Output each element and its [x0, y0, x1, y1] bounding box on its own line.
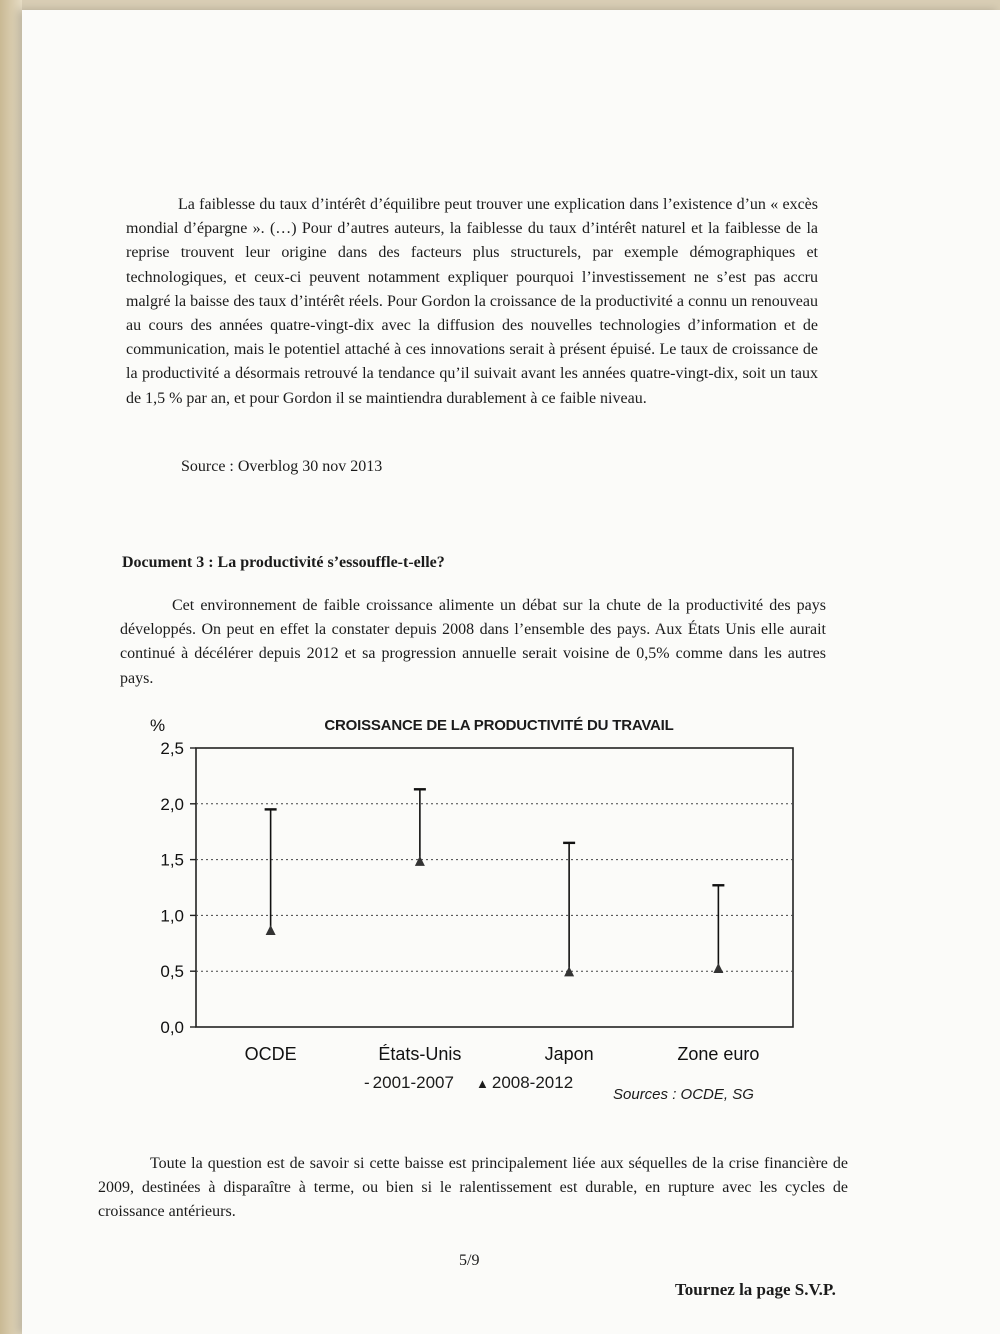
document-3-heading: Document 3 : La productivité s’essouffle-t-elle?: [122, 554, 445, 571]
source-line: Source : Overblog 30 nov 2013: [181, 458, 383, 475]
turn-page-note: Tournez la page S.V.P.: [675, 1280, 836, 1299]
triangle-marker-2008-2012: [713, 963, 723, 973]
y-axis-label: %: [150, 716, 166, 735]
chart-source: Sources : OCDE, SG: [613, 1086, 754, 1103]
paragraph-3: Toute la question est de savoir si cette baisse est principalement liée aux séquelles de la crise financière de 2009, destinées à disparaître à terme, ou bien si le ralentissement est durable, en rupture avec les cycles de croissance antérieurs.: [98, 1155, 848, 1221]
x-category-label: Japon: [544, 1044, 594, 1064]
y-tick-label: 1,5: [160, 850, 184, 870]
x-category-label: États-Unis: [378, 1044, 462, 1064]
legend-label: 2008-2012: [491, 1073, 574, 1092]
chart-title: CROISSANCE DE LA PRODUCTIVITÉ DU TRAVAIL: [324, 717, 674, 734]
y-tick-label: 2,0: [160, 794, 184, 814]
page-number: 5/9: [459, 1252, 480, 1269]
y-tick-label: 1,0: [160, 906, 184, 926]
paragraph-2: Cet environnement de faible croissance alimente un débat sur la chute de la productivité des pays développés. On peut en effet la constater depuis 2008 dans l’ensemble des pays. Aux États Unis elle aurait continué à décélérer depuis 2012 et sa progression annuelle serait voisine de 0,5% comme dans les autres pays.: [120, 597, 826, 687]
y-tick-label: 0,5: [160, 962, 184, 982]
chart-legend: [364, 1073, 573, 1093]
paragraph-1: La faiblesse du taux d’intérêt d’équilibre peut trouver une explication dans l’existence d’un « excès mondial d’épargne ». (…) Pour d’autres auteurs, la faiblesse du taux d’intérêt naturel et la faiblesse de la reprise trouvent leur origine dans des facteurs plus structurels, par exemple démographiques et technologiques, et ceux-ci peuvent notamment expliquer pourquoi l’investissement ne s’est pas accru malgré la baisse des taux d’intérêt réels. Pour Gordon la croissance de la productivité a connu un renouveau au cours des années quatre-vingt-dix avec la diffusion des nouvelles technologies d’information et de communication, mais le potentiel attaché à ces innovations serait à présent épuisé. Le taux de croissance de la productivité a désormais retrouvé la tendance qu’il suivait avant les années quatre-vingt-dix, soit un taux de 1,5 % par an, et pour Gordon il se maintiendra durablement à ce faible niveau.: [126, 196, 818, 407]
dash-marker-icon: -: [364, 1073, 370, 1092]
triangle-marker-icon: ▲: [475, 1075, 489, 1091]
legend-item-2008-2012: [476, 1073, 573, 1093]
x-category-label: OCDE: [244, 1044, 297, 1064]
y-tick-label: 0,0: [160, 1018, 184, 1037]
triangle-marker-2008-2012: [415, 856, 425, 866]
legend-item-2001-2007: [364, 1073, 454, 1093]
legend-label: 2001-2007: [372, 1073, 454, 1092]
plot-frame: [196, 748, 793, 1027]
x-category-label: Zone euro: [677, 1044, 760, 1064]
y-tick-label: 2,5: [160, 739, 184, 758]
triangle-marker-2008-2012: [266, 925, 276, 935]
